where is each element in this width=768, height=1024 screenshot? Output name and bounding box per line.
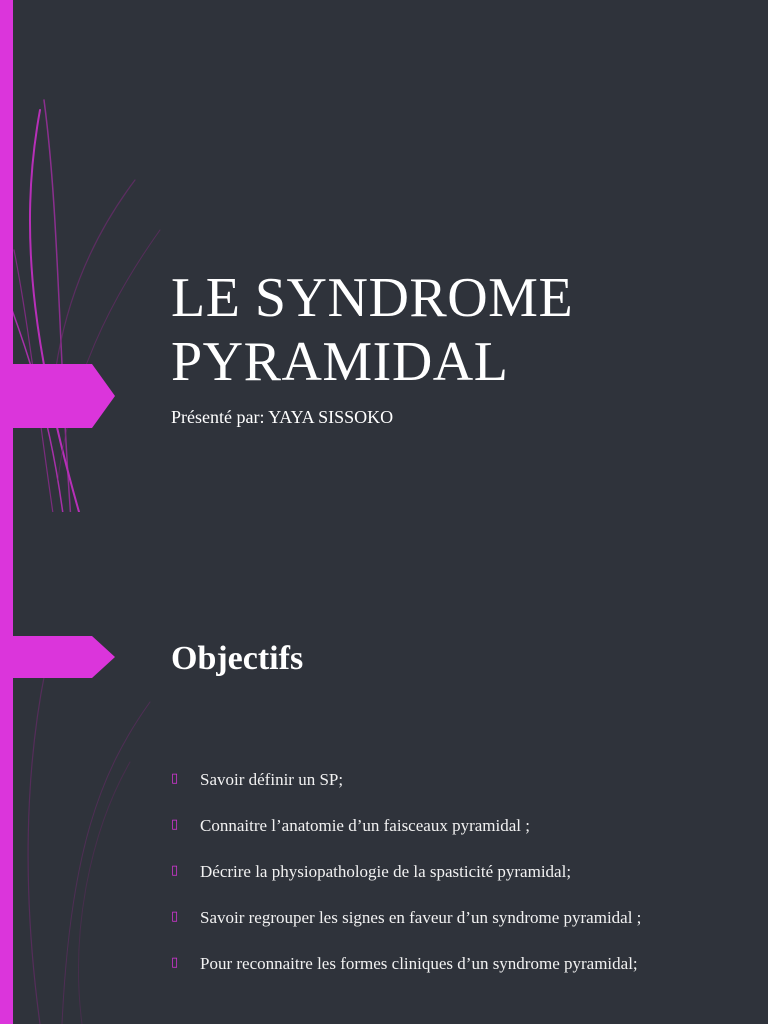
objectives-list bbox=[171, 768, 641, 998]
square-bullet-icon: ▯ bbox=[171, 909, 179, 924]
accent-side-bar bbox=[0, 0, 13, 512]
list-item bbox=[171, 860, 641, 906]
list-item bbox=[171, 952, 641, 998]
arrow-tab-shape bbox=[13, 364, 115, 428]
list-item bbox=[171, 814, 641, 860]
accent-side-bar bbox=[0, 512, 13, 1024]
bullet-text: Décrire la physiopathologie de la spasticité pyramidal; bbox=[200, 862, 572, 881]
square-bullet-icon: ▯ bbox=[171, 863, 179, 878]
slide-title bbox=[171, 266, 573, 394]
bullet-text: Savoir regrouper les signes en faveur d’un syndrome pyramidal ; bbox=[200, 908, 642, 927]
square-bullet-icon: ▯ bbox=[171, 817, 179, 832]
list-item bbox=[171, 906, 641, 952]
list-item bbox=[171, 768, 641, 814]
bullet-text: Pour reconnaitre les formes cliniques d’un syndrome pyramidal; bbox=[200, 954, 638, 973]
objectives-slide bbox=[0, 512, 768, 1024]
bullet-text: Connaitre l’anatomie d’un faisceaux pyramidal ; bbox=[200, 816, 530, 835]
objectives-heading: Objectifs bbox=[171, 640, 304, 677]
arrow-tab-shape bbox=[13, 636, 115, 678]
title-line-2: PYRAMIDAL bbox=[171, 331, 509, 393]
title-line-1: LE SYNDROME bbox=[171, 267, 574, 329]
square-bullet-icon: ▯ bbox=[171, 955, 179, 970]
presenter-subtitle: Présenté par: YAYA SISSOKO bbox=[171, 407, 394, 427]
square-bullet-icon: ▯ bbox=[171, 771, 179, 786]
bullet-text: Savoir définir un SP; bbox=[200, 770, 344, 789]
